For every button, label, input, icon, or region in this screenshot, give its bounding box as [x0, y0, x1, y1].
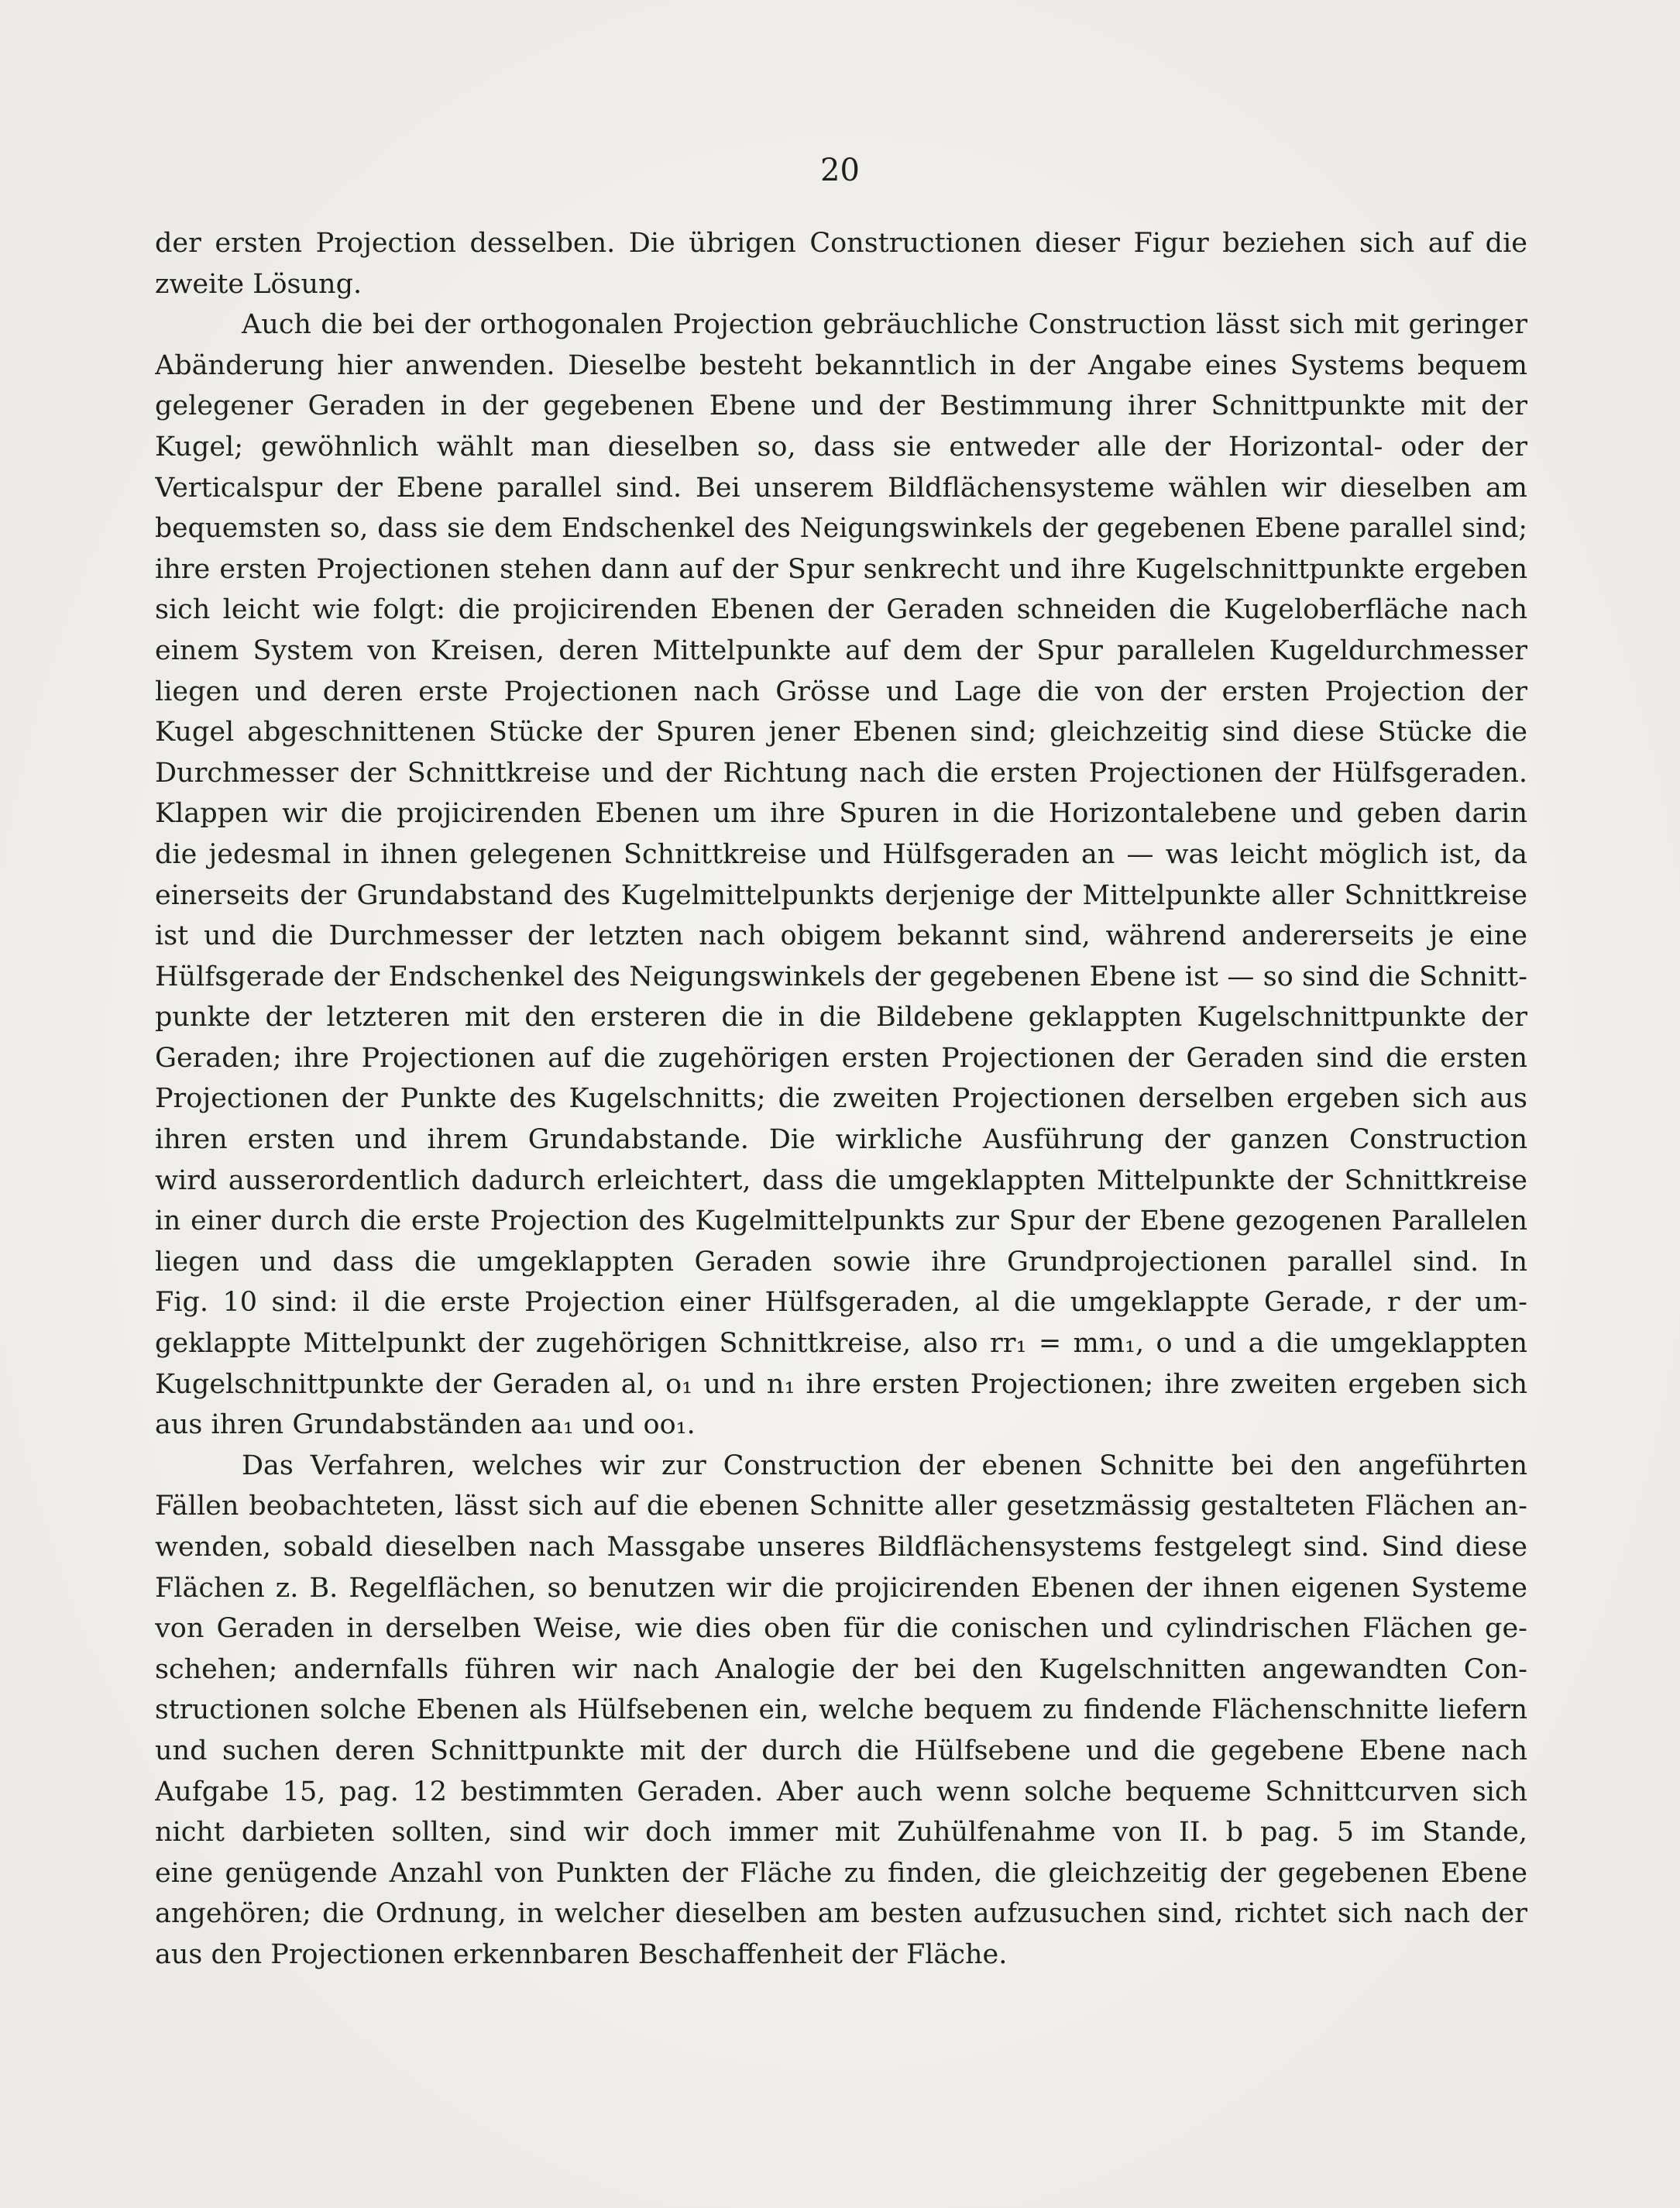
text-line: einerseits der Grundabstand des Kugelmittelpunkts derjenige der Mittelpunkte aller Schnittkreise	[155, 879, 1527, 911]
text-line: Flächen z. B. Regelflächen, so benutzen wir die projicirenden Ebenen der ihnen eigenen Systeme	[155, 1572, 1527, 1604]
text-line: Abänderung hier anwenden. Dieselbe besteht bekanntlich in der Angabe eines Systems bequem	[155, 349, 1527, 381]
text-line: structionen solche Ebenen als Hülfsebenen ein, welche bequem zu findende Flächenschnitte liefern	[155, 1694, 1527, 1726]
text-line: sich leicht wie folgt: die projicirenden Ebenen der Geraden schneiden die Kugeloberfläche nach	[155, 594, 1527, 626]
text-line: Verticalspur der Ebene parallel sind. Bei unserem Bildflächensysteme wählen wir dieselben am	[155, 472, 1527, 504]
text-line: Kugel; gewöhnlich wählt man dieselben so, dass sie entweder alle der Horizontal- oder der	[155, 431, 1527, 463]
text-line: ihren ersten und ihrem Grundabstande. Die wirkliche Ausführung der ganzen Construction	[155, 1124, 1527, 1156]
text-line: nicht darbieten sollten, sind wir doch immer mit Zuhülfenahme von II. b pag. 5 im Stande,	[155, 1817, 1527, 1849]
text-line: Fig. 10 sind: il die erste Projection einer Hülfsgeraden, al die umgeklappte Gerade, r der um-	[155, 1287, 1527, 1319]
text-line: und suchen deren Schnittpunkte mit der durch die Hülfsebene und die gegebene Ebene nach	[155, 1735, 1527, 1766]
text-line: Projectionen der Punkte des Kugelschnitts; die zweiten Projectionen derselben ergeben sich aus	[155, 1083, 1527, 1115]
text-line: geklappte Mittelpunkt der zugehörigen Schnittkreise, also rr₁ = mm₁, o und a die umgeklappten	[155, 1328, 1527, 1360]
text-line: Klappen wir die projicirenden Ebenen um ihre Spuren in die Horizontalebene und geben darin	[155, 798, 1527, 830]
text-line: Auch die bei der orthogonalen Projection gebräuchliche Construction lässt sich mit geringer	[242, 309, 1527, 341]
text-line: zweite Lösung.	[155, 268, 362, 300]
text-line: liegen und dass die umgeklappten Geraden sowie ihre Grundprojectionen parallel sind. In	[155, 1246, 1527, 1278]
text-line: aus ihren Grundabständen aa₁ und oo₁.	[155, 1409, 696, 1441]
text-line: punkte der letzteren mit den ersteren die in die Bildebene geklappten Kugelschnittpunkte der	[155, 1002, 1527, 1033]
text-line: Kugelschnittpunkte der Geraden al, o₁ und n₁ ihre ersten Projectionen; ihre zweiten ergeben sich	[155, 1368, 1527, 1400]
text-line: Kugel abgeschnittenen Stücke der Spuren jener Ebenen sind; gleichzeitig sind diese Stücke die	[155, 717, 1527, 748]
text-line: ihre ersten Projectionen stehen dann auf der Spur senkrecht und ihre Kugelschnittpunkte ergeben	[155, 553, 1527, 585]
text-line: eine genügende Anzahl von Punkten der Fläche zu finden, die gleichzeitig der gegebenen Ebene	[155, 1857, 1527, 1889]
text-line: in einer durch die erste Projection des Kugelmittelpunkts zur Spur der Ebene gezogenen Parallelen	[155, 1205, 1527, 1237]
text-line: bequemsten so, dass sie dem Endschenkel des Neigungswinkels der gegebenen Ebene parallel sind;	[155, 513, 1527, 545]
text-line: liegen und deren erste Projectionen nach Grösse und Lage die von der ersten Projection der	[155, 676, 1527, 707]
text-line: einem System von Kreisen, deren Mittelpunkte auf dem der Spur parallelen Kugeldurchmesser	[155, 635, 1527, 666]
text-line: ist und die Durchmesser der letzten nach obigem bekannt sind, während andererseits je eine	[155, 920, 1527, 952]
page-number: 20	[820, 153, 860, 188]
text-line: Das Verfahren, welches wir zur Construction der ebenen Schnitte bei den angeführten	[242, 1450, 1527, 1481]
text-line: Durchmesser der Schnittkreise und der Richtung nach die ersten Projectionen der Hülfsgeraden.	[155, 757, 1527, 789]
text-line: angehören; die Ordnung, in welcher dieselben am besten aufzusuchen sind, richtet sich nach der	[155, 1898, 1527, 1930]
text-line: gelegener Geraden in der gegebenen Ebene und der Bestimmung ihrer Schnittpunkte mit der	[155, 390, 1527, 422]
text-line: Hülfsgerade der Endschenkel des Neigungswinkels der gegebenen Ebene ist — so sind die Schnitt-	[155, 961, 1527, 992]
body-text	[155, 223, 1527, 1976]
text-line: Aufgabe 15, pag. 12 bestimmten Geraden. Aber auch wenn solche bequeme Schnittcurven sich	[155, 1776, 1527, 1807]
text-line: schehen; andernfalls führen wir nach Analogie der bei den Kugelschnitten angewandten Con-	[155, 1653, 1527, 1685]
text-line: der ersten Projection desselben. Die übrigen Constructionen dieser Figur beziehen sich auf die	[155, 228, 1527, 259]
text-line: aus den Projectionen erkennbaren Beschaffenheit der Fläche.	[155, 1938, 1008, 1970]
text-line: von Geraden in derselben Weise, wie dies oben für die conischen und cylindrischen Flächen ge-	[155, 1613, 1527, 1645]
text-line: Fällen beobachteten, lässt sich auf die ebenen Schnitte aller gesetzmässig gestalteten Flächen an-	[155, 1491, 1527, 1522]
text-line: die jedesmal in ihnen gelegenen Schnittkreise und Hülfsgeraden an — was leicht möglich ist, da	[155, 838, 1527, 870]
text-line: wenden, sobald dieselben nach Massgabe unseres Bildflächensystems festgelegt sind. Sind diese	[155, 1532, 1527, 1563]
text-line: Geraden; ihre Projectionen auf die zugehörigen ersten Projectionen der Geraden sind die ersten	[155, 1042, 1527, 1074]
text-line: wird ausserordentlich dadurch erleichtert, dass die umgeklappten Mittelpunkte der Schnittkreise	[155, 1164, 1527, 1196]
